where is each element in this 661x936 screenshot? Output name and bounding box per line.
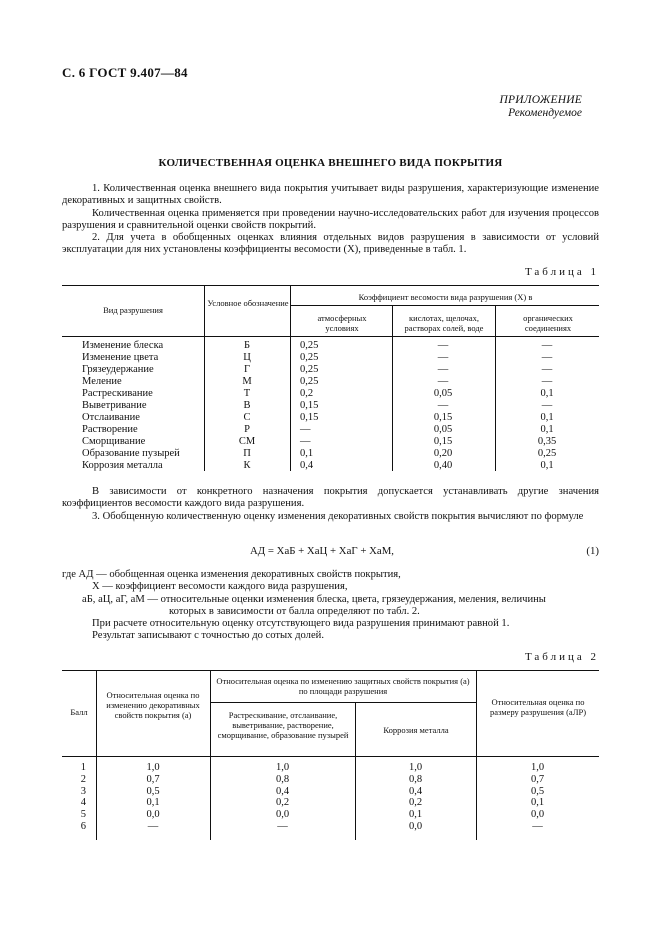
table2-row [62, 762, 599, 774]
table1-cell-type: Изменение блеска [82, 340, 164, 351]
table1-cell-acid: 0,15 [433, 412, 453, 423]
table2-cell-size: 0,0 [530, 809, 545, 821]
table2-cell-ball: 2 [80, 773, 86, 785]
appendix-block [500, 94, 582, 120]
table2-cell-corr: 1,0 [408, 762, 423, 773]
table1-row [62, 352, 599, 364]
table1-row [62, 412, 599, 424]
table1-cell-atm: 0,25 [300, 340, 319, 351]
formula: АД = XаБ + XаЦ + XаГ + XаМ, [250, 545, 395, 557]
table1-row [62, 376, 599, 388]
table2-cell-dec: 0,0 [146, 809, 160, 821]
table1-cell-acid: — [437, 400, 449, 411]
table1-header-rule [62, 336, 599, 337]
table1-cell-type: Отслаивание [82, 412, 140, 423]
table1-cell-org: 0,1 [540, 424, 554, 435]
formula-legend [62, 569, 599, 643]
table2-header-dec: Относительная оценка по изменению декоративных свойств покрытия (а) [106, 690, 200, 720]
table2-cell-dec: 1,0 [146, 762, 160, 773]
table1-cell-symbol: М [242, 376, 252, 387]
table1-cell-symbol: П [243, 448, 251, 459]
table1-cell-type: Растрескивание [82, 388, 153, 399]
table1-row [62, 460, 599, 472]
table1-cell-atm: 0,15 [300, 412, 319, 423]
table1-cell-acid: 0,20 [433, 448, 453, 459]
table1-cell-symbol: В [243, 400, 251, 411]
table2-header-ball: Балл [70, 707, 88, 717]
table1-cell-atm: — [300, 436, 311, 447]
table2-cell-crack: — [277, 820, 288, 832]
table2-row [62, 774, 599, 786]
table2-cell-ball: 4 [80, 797, 86, 809]
legend-line-3: аБ, аЦ, аГ, аМ — относительные оценки изменения блеска, цвета, грязеудержания, меления, величины [82, 593, 546, 605]
table1-cell-atm: 0,25 [300, 352, 319, 363]
table1-cell-symbol: Ц [243, 352, 251, 363]
table2-cell-crack: 0,2 [275, 797, 290, 809]
table1-row [62, 424, 599, 436]
table1-cell-acid: 0,15 [433, 436, 453, 447]
table2-cell-corr: 0,2 [408, 797, 423, 809]
table1-header-atm: атмосферных условиях [317, 313, 367, 333]
table1-row [62, 436, 599, 448]
table2-cell-dec: — [147, 820, 159, 832]
table2-cell-dec: 0,7 [146, 773, 160, 785]
legend-line-4: которых в зависимости от балла определяют по табл. 2. [169, 605, 420, 617]
table1-cell-acid: 0,05 [433, 424, 453, 435]
table1-cell-atm: 0,1 [300, 448, 314, 459]
table2-cell-crack: 1,0 [275, 762, 290, 773]
table2-header-prot: Относительная оценка по изменению защитных свойств покрытия (а) по площади разрушения [216, 676, 470, 696]
legend-line-2: X — коэффициент весомости каждого вида разрушения, [92, 581, 348, 593]
table2-cell-size: 1,0 [530, 762, 545, 773]
table1-cell-type: Сморщивание [82, 436, 146, 447]
table2-cell-ball: 5 [80, 809, 86, 821]
table1-cell-org: 0,25 [537, 448, 557, 459]
table1-cell-acid: — [437, 364, 449, 375]
table1-cell-org: 0,1 [540, 412, 554, 423]
table2-cell-corr: 0,4 [408, 785, 423, 797]
table1-header-type: Вид разрушения [103, 305, 163, 315]
appendix-label: ПРИЛОЖЕНИЕ [499, 94, 582, 106]
table1-cell-type: Образование пузырей [82, 448, 180, 459]
table2-header-corr: Коррозия металла [383, 725, 449, 735]
table2-cell-corr: 0,0 [408, 820, 423, 832]
paragraph-3: 2. Для учета в обобщенных оценках влияния отдельных видов разрушения в зависимости от условий эксплуатации для них установлены коэффициенты весомости (X), приведенные в табл. 1. [62, 232, 599, 256]
table1-cell-symbol: Р [244, 424, 250, 435]
table1-row [62, 400, 599, 412]
table1-cell-type: Коррозия металла [82, 460, 163, 471]
table1-cell-acid: — [437, 352, 449, 363]
table1-cell-symbol: К [243, 460, 251, 471]
middle-text [62, 486, 599, 523]
table1-row [62, 340, 599, 352]
table1-cell-org: — [541, 340, 553, 351]
table1-cell-atm: — [300, 424, 311, 435]
table1-cell-type: Грязеудержание [82, 364, 154, 375]
table2-row [62, 786, 599, 798]
table2-cell-corr: 0,1 [408, 809, 423, 821]
appendix-status: Рекомендуемое [508, 107, 582, 119]
table2-cell-crack: 0,0 [275, 809, 290, 821]
table1-header-acid: кислотах, щелочах, растворах солей, воде [404, 313, 484, 333]
table1-caption: Таблица 1 [524, 266, 599, 278]
table2-cell-crack: 0,8 [275, 773, 290, 785]
table1-top-rule [62, 285, 599, 286]
table1-subheader-rule [290, 305, 599, 306]
table2-cell-ball: 6 [80, 820, 86, 832]
table1-cell-atm: 0,4 [300, 460, 314, 471]
table2-cell-dec: 0,5 [146, 785, 160, 797]
table1-cell-atm: 0,25 [300, 376, 319, 387]
table1-cell-symbol: Б [243, 340, 251, 351]
table2-cell-size: 0,1 [530, 797, 545, 809]
legend-line-5: При расчете относительную оценку отсутствующего вида разрушения принимают равной 1. [92, 618, 510, 630]
table1-cell-type: Меление [82, 376, 122, 387]
table2-subheader-rule [210, 702, 476, 703]
table1-header-coef: Коэффициент весомости вида разрушения (X) в [358, 292, 533, 302]
table1-body [62, 340, 599, 472]
table1-row [62, 448, 599, 460]
table1-cell-type: Выветривание [82, 400, 147, 411]
formula-number: (1) [586, 545, 599, 557]
table2-cell-ball: 3 [80, 785, 86, 797]
table2-header-size: Относительная оценка по размеру разрушения (аЛР) [489, 697, 587, 717]
table1-cell-symbol: С [243, 412, 251, 423]
table1-cell-symbol: Т [243, 388, 251, 399]
paragraph-1: 1. Количественная оценка внешнего вида покрытия учитывает виды разрушения, характеризующие изменение декоративных и защитных свойств. [62, 183, 599, 207]
table2-cell-size: — [532, 820, 543, 832]
table1-cell-org: — [541, 364, 553, 375]
table1-cell-org: 0,1 [540, 388, 554, 399]
table1-cell-symbol: СМ [238, 436, 256, 447]
table1-row [62, 388, 599, 400]
table1-cell-org: — [541, 352, 553, 363]
table2-header-rule [62, 756, 599, 757]
table2-cell-dec: 0,1 [146, 797, 160, 809]
intro-text [62, 183, 599, 257]
table1-cell-acid: — [437, 376, 449, 387]
paragraph-5: 3. Обобщенную количественную оценку изменения декоративных свойств покрытия вычисляют по формуле [92, 510, 584, 522]
table2-cell-size: 0,5 [530, 785, 545, 797]
table1-row [62, 364, 599, 376]
table1-cell-atm: 0,15 [300, 400, 319, 411]
table2-header-crack: Растрескивание, отслаивание, выветривание, растворение, сморщивание, образование пузырей [217, 710, 349, 740]
table1-cell-org: 0,35 [537, 436, 557, 447]
paragraph-4: В зависимости от конкретного назначения покрытия допускается устанавливать другие значения коэффициентов весомости каждого вида разрушения. [62, 486, 599, 510]
table2-caption: Таблица 2 [524, 651, 599, 663]
table2-cell-crack: 0,4 [275, 785, 290, 797]
table1-cell-atm: 0,2 [300, 388, 314, 399]
table1-cell-symbol: Г [243, 364, 251, 375]
table2-cell-size: 0,7 [530, 773, 545, 785]
page-header: С. 6 ГОСТ 9.407—84 [62, 65, 188, 80]
table1-cell-org: — [541, 376, 553, 387]
table1-cell-acid: 0,40 [433, 460, 453, 471]
legend-line-6: Результат записывают с точностью до сотых долей. [92, 630, 324, 642]
table1-cell-org: — [541, 400, 553, 411]
table1-header-org: органических соединениях [523, 313, 573, 333]
table2-cell-ball: 1 [80, 762, 86, 773]
table2-row [62, 797, 599, 809]
table1-cell-atm: 0,25 [300, 364, 319, 375]
table2-top-rule [62, 670, 599, 671]
table1-cell-org: 0,1 [540, 460, 554, 471]
table2-row [62, 821, 599, 833]
table1-cell-acid: 0,05 [433, 388, 453, 399]
legend-line-1: где АД — обобщенная оценка изменения декоративных свойств покрытия, [62, 569, 401, 580]
table2-cell-corr: 0,8 [408, 773, 423, 785]
table2-row [62, 809, 599, 821]
table1-cell-type: Изменение цвета [82, 352, 159, 363]
table1-header-symbol: Условное обозначение [207, 298, 289, 308]
table2-body [62, 762, 599, 833]
paragraph-2: Количественная оценка применяется при проведении научно-исследовательских работ для изучения процессов разрушения и сравнительной оценки свойств покрытий. [62, 207, 599, 231]
table1-cell-acid: — [437, 340, 449, 351]
table1-cell-type: Растворение [82, 424, 138, 435]
section-title: КОЛИЧЕСТВЕННАЯ ОЦЕНКА ВНЕШНЕГО ВИДА ПОКРЫТИЯ [158, 157, 503, 169]
